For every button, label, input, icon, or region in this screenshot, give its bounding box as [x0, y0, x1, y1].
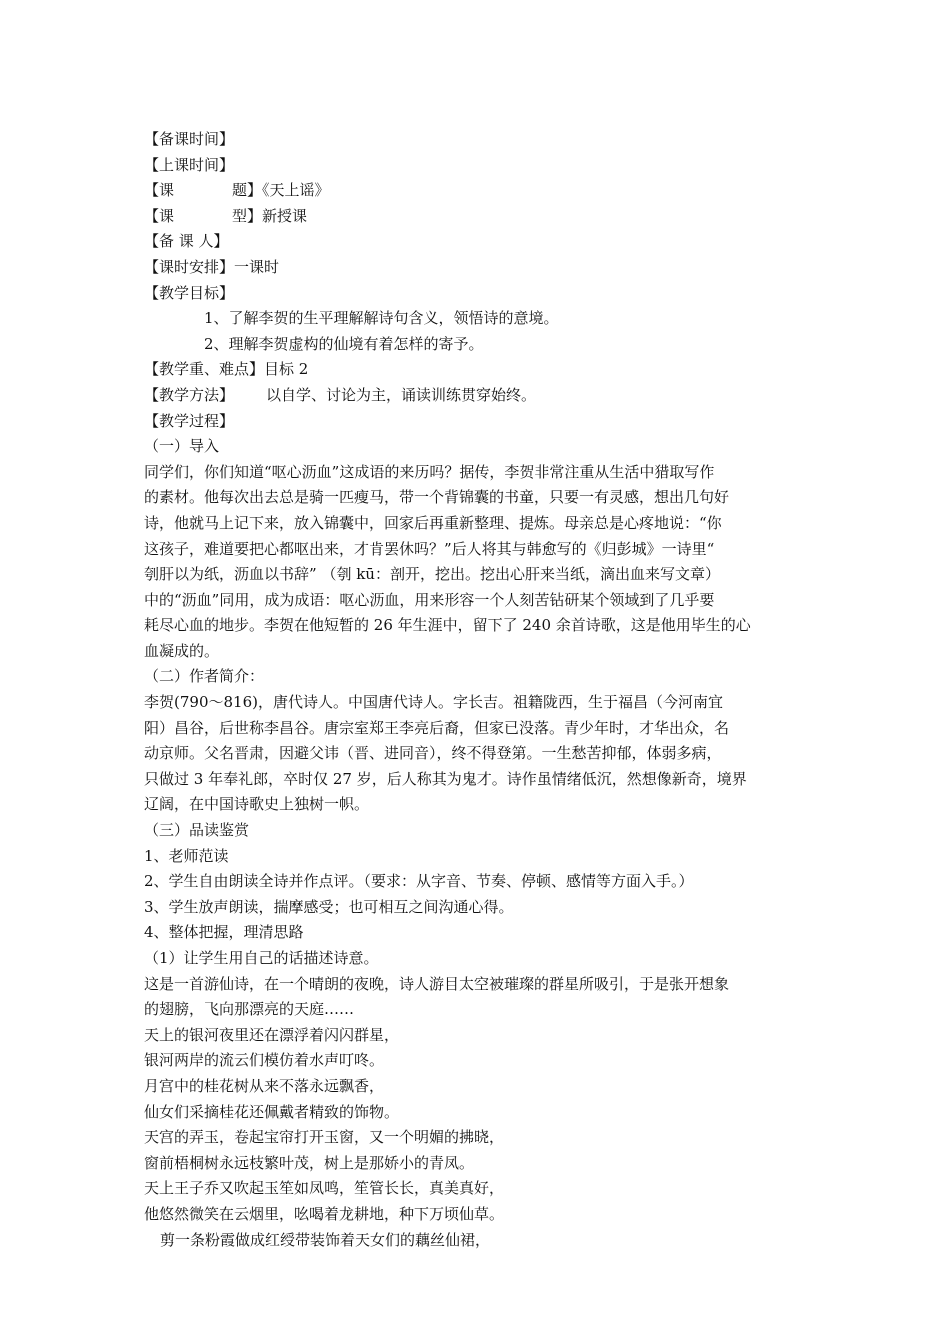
step-item: 2、学生自由朗读全诗并作点评。（要求：从字音、节奏、停顿、感情等方面入手。）: [144, 872, 694, 891]
poem-paraphrase-line: 这是一首游仙诗，在一个晴朗的夜晚，诗人游目太空被璀璨的群星所吸引，于是张开想象: [144, 974, 730, 993]
poem-paraphrase-line: 月宫中的桂花树从来不落永远飘香，: [144, 1076, 385, 1095]
schedule-label: 【课时安排】: [144, 257, 235, 276]
section-title-intro: （一）导入: [144, 437, 220, 456]
paragraph-line: 同学们，你们知道“呕心沥血”这成语的来历吗？据传，李贺非常注重从生活中猎取写作: [144, 462, 715, 481]
topic-row: [144, 178, 808, 204]
poem-paraphrase-line: 天上王子乔又吹起玉笙如凤鸣，笙管长长，真美真好，: [144, 1179, 505, 1198]
type-value: 新授课: [262, 206, 308, 225]
method-label: 【教学方法】: [144, 385, 235, 404]
poem-paraphrase-line: 天宫的弄玉，卷起宝帘打开玉窗，又一个明媚的拂晓，: [144, 1128, 505, 1147]
process-label: 【教学过程】: [144, 411, 235, 430]
goal-1: 1、了解李贺的生平理解解诗句含义，领悟诗的意境。: [204, 309, 559, 328]
focus-row: [144, 357, 808, 383]
method-value: 以自学、讨论为主，诵读训练贯穿始终。: [266, 385, 537, 404]
prep-time-label: 【备课时间】: [144, 130, 235, 148]
goal-2: 2、理解李贺虚构的仙境有着怎样的寄予。: [204, 334, 484, 353]
step-item: 4、整体把握，理清思路: [144, 923, 304, 942]
poem-paraphrase-line: 窗前梧桐树永远枝繁叶茂，树上是那娇小的青凤。: [144, 1153, 475, 1172]
poem-paraphrase-line: 银河两岸的流云们模仿着水声叮咚。: [144, 1051, 385, 1070]
lesson-plan-body: [144, 127, 808, 1253]
paragraph-line: 辽阔，在中国诗歌史上独树一帜。: [144, 795, 370, 814]
paragraph-line: 这孩子，难道要把心都呕出来，才肯罢休吗？”后人将其与韩愈写的《归彭城》一诗里“: [144, 539, 715, 558]
focus-label: 【教学重、难点】: [144, 360, 265, 379]
class-time-label: 【上课时间】: [144, 155, 235, 174]
topic-label-right: 题】: [232, 181, 263, 200]
type-label-right: 型】: [232, 206, 263, 225]
goals-label: 【教学目标】: [144, 283, 235, 302]
type-label-left: 【课: [144, 206, 175, 225]
paragraph-line: 刳肝以为纸，沥血以书辞” （刳 kū：剖开，挖出。挖出心肝来当纸，滴出血来写文章）: [144, 565, 720, 584]
type-row: [144, 204, 808, 230]
paragraph-line: 的素材。他每次出去总是骑一匹瘦马，带一个背锦囊的书童，只要一有灵感，想出几句好: [144, 488, 730, 507]
poem-paraphrase-line: 剪一条粉霞做成红绶带装饰着天女们的藕丝仙裙，: [160, 1230, 491, 1249]
paragraph-line: 只做过 3 年奉礼郎，卒时仅 27 岁，后人称其为鬼才。诗作虽情绪低沉，然想像新奇，境界: [144, 769, 747, 788]
focus-value: 目标 2: [264, 360, 309, 379]
schedule-value: 一课时: [234, 257, 280, 276]
paragraph-line: 李贺(790～816)，唐代诗人。中国唐代诗人。字长吉。祖籍陇西，生于福昌（今河南宜: [144, 693, 723, 712]
paragraph-line: 血凝成的。: [144, 641, 220, 660]
paragraph-line: 诗，他就马上记下来，放入锦囊中，回家后再重新整理、提炼。母亲总是心疼地说：“你: [144, 513, 722, 532]
sub-title: （1）让学生用自己的话描述诗意。: [144, 949, 379, 967]
poem-paraphrase-line: 天上的银河夜里还在漂浮着闪闪群星，: [144, 1025, 400, 1044]
section-title-appreciation: （三）品读鉴赏: [144, 821, 250, 840]
step-item: 1、老师范读: [144, 846, 229, 865]
topic-label-left: 【课: [144, 181, 175, 200]
method-row: [144, 383, 808, 409]
schedule-row: [144, 255, 808, 281]
preparer-label: 【备 课 人】: [144, 232, 229, 251]
step-item: 3、学生放声朗读，揣摩感受；也可相互之间沟通心得。: [144, 897, 514, 916]
poem-paraphrase-line: 仙女们采摘桂花还佩戴者精致的饰物。: [144, 1102, 400, 1121]
paragraph-line: 阳）昌谷，后世称李昌谷。唐宗室郑王李亮后裔，但家已没落。青少年时，才华出众，名: [144, 718, 730, 737]
paragraph-line: 动京师。父名晋肃，因避父讳（晋、进同音），终不得登第。一生愁苦抑郁，体弱多病，: [144, 744, 722, 763]
poem-paraphrase-line: 的翅膀，飞向那漂亮的天庭……: [144, 1000, 355, 1019]
poem-paraphrase-line: 他悠然微笑在云烟里，吆喝着龙耕地，种下万顷仙草。: [144, 1204, 505, 1223]
topic-value: 《天上谣》: [262, 181, 330, 200]
paragraph-line: 中的“沥血”同用，成为成语：呕心沥血，用来形容一个人刻苦钻研某个领域到了几乎要: [144, 590, 715, 609]
section-title-author: （二）作者简介：: [144, 667, 265, 686]
paragraph-line: 耗尽心血的地步。李贺在他短暂的 26 年生涯中，留下了 240 余首诗歌，这是他用毕生的心: [144, 616, 751, 635]
